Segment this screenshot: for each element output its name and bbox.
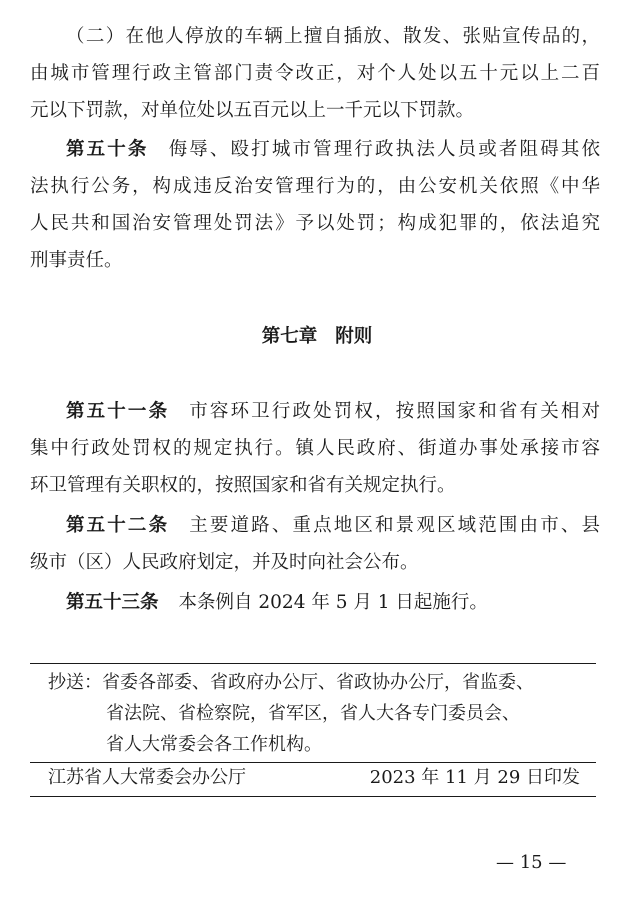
- cc-line-2: 省法院、省检察院，省军区，省人大各专门委员会、: [106, 703, 520, 724]
- chapter-number: 第七章: [261, 326, 318, 347]
- cc-label: 抄送：: [48, 672, 102, 693]
- article50-line-2: 法执行公务，构成违反治安管理行为的，由公安机关依照《中华: [30, 176, 600, 197]
- article50-label: 第五十条: [66, 139, 149, 160]
- issue-date: 2023 年 11 月 29 日印发: [369, 767, 580, 788]
- chapter-heading: [0, 318, 634, 355]
- article50-line-4: 刑事责任。: [30, 250, 123, 271]
- article52-text-1: 主要道路、重点地区和景观区域范围由市、县: [189, 515, 600, 536]
- bottom-rule: [30, 796, 596, 797]
- article53-label: 第五十三条: [66, 592, 159, 613]
- article50-text-1: 侮辱、殴打城市管理行政执法人员或者阻碍其依: [168, 139, 600, 160]
- article53-text: 本条例自 2024 年 5 月 1 日起施行。: [178, 592, 488, 613]
- article50-line-3: 人民共和国治安管理处罚法》予以处罚；构成犯罪的，依法追究: [30, 213, 600, 234]
- article51-line-1: [66, 393, 600, 430]
- article53-line: [66, 584, 600, 621]
- chapter-title: 附则: [335, 326, 373, 347]
- article51-label: 第五十一条: [66, 401, 170, 422]
- article50-line-1: [66, 131, 600, 168]
- issuer-line: [48, 762, 580, 793]
- top-rule: [30, 663, 596, 664]
- article52-line-2: 级市（区）人民政府划定，并及时向社会公布。: [30, 552, 419, 573]
- cc-line-1: [48, 667, 534, 698]
- item2-line-1: （二）在他人停放的车辆上擅自插放、散发、张贴宣传品的，: [66, 26, 600, 47]
- article52-label: 第五十二条: [66, 515, 170, 536]
- issuer-office: 江苏省人大常委会办公厅: [48, 767, 246, 788]
- item2-line-3: 元以下罚款，对单位处以五百元以上一千元以下罚款。: [30, 100, 475, 121]
- article52-line-1: [66, 507, 600, 544]
- item2-line-2: 由城市管理行政主管部门责令改正，对个人处以五十元以上二百: [30, 63, 600, 84]
- article51-text-1: 市容环卫行政处罚权，按照国家和省有关相对: [189, 401, 600, 422]
- page-number: — 15 —: [496, 852, 567, 873]
- cc-line-3: 省人大常委会各工作机构。: [106, 734, 322, 755]
- article51-line-2: 集中行政处罚权的规定执行。镇人民政府、街道办事处承接市容: [30, 438, 600, 459]
- article51-line-3: 环卫管理有关职权的，按照国家和省有关规定执行。: [30, 475, 456, 496]
- cc-text-1: 省委各部委、省政府办公厅、省政协办公厅，省监委、: [102, 672, 534, 693]
